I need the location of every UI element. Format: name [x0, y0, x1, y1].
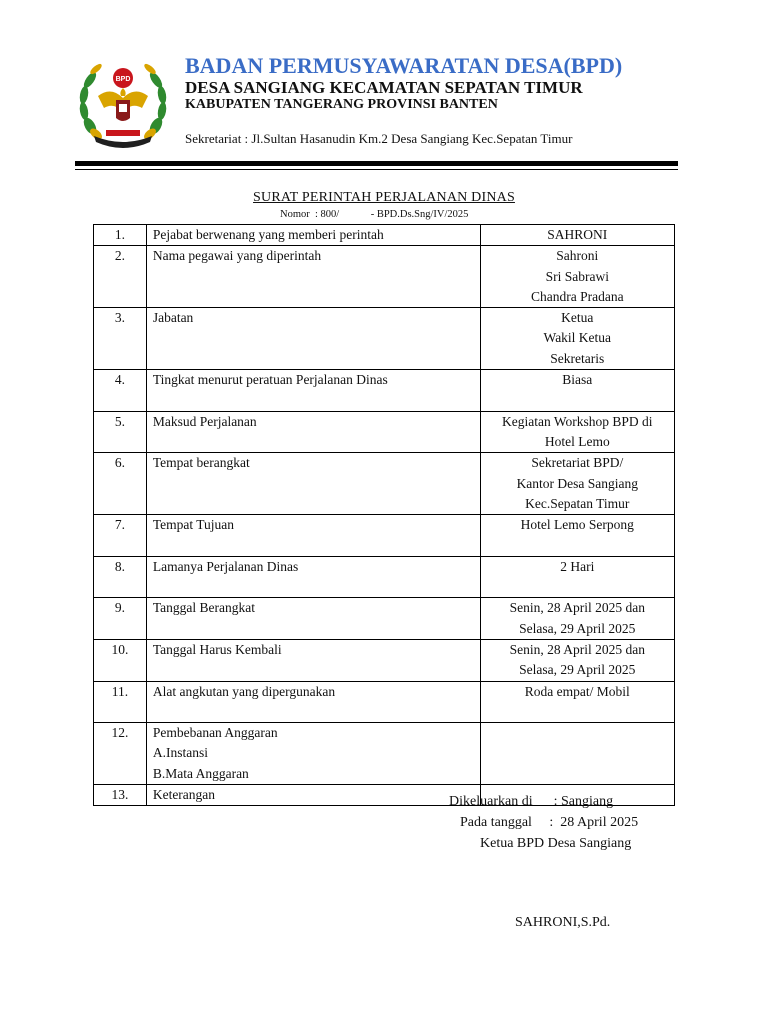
table-row — [94, 225, 675, 246]
description-line: Tanggal Berangkat — [152, 600, 255, 616]
row-description — [146, 639, 480, 681]
row-number: 4. — [94, 370, 147, 412]
table-row — [94, 246, 675, 308]
row-value — [480, 453, 674, 515]
description-line: Pejabat berwenang yang memberi perintah — [152, 227, 384, 242]
row-number: 11. — [94, 681, 147, 723]
row-value — [480, 598, 674, 640]
header-rule-thin — [75, 169, 678, 170]
row-description — [146, 370, 480, 412]
signer-role: Ketua BPD Desa Sangiang — [480, 836, 632, 851]
value-line — [481, 390, 674, 410]
table-row — [94, 411, 675, 453]
issued-date: Pada tanggal : 28 April 2025 — [460, 815, 639, 830]
row-description — [146, 515, 480, 557]
row-description — [146, 556, 480, 598]
table-row — [94, 681, 675, 723]
value-line: Roda empat/ Mobil — [524, 683, 630, 699]
value-line: Kegiatan Workshop BPD di — [502, 413, 653, 429]
value-line: Hotel Lemo Serpong — [520, 517, 634, 533]
row-description — [146, 225, 480, 246]
row-value — [480, 308, 674, 370]
value-line: Sekretaris — [550, 350, 605, 366]
value-line: Sri Sabrawi — [545, 268, 609, 284]
row-number: 6. — [94, 453, 147, 515]
header-rule-thick — [75, 161, 678, 166]
secretariat-address: Sekretariat : Jl.Sultan Hasanudin Km.2 Desa Sangiang Kec.Sepatan Timur — [185, 131, 573, 146]
row-value — [480, 639, 674, 681]
row-number: 8. — [94, 556, 147, 598]
row-description — [146, 598, 480, 640]
description-line: B.Mata Anggaran — [152, 765, 249, 781]
row-value — [480, 723, 674, 785]
row-number: 9. — [94, 598, 147, 640]
table-row — [94, 598, 675, 640]
value-line: Sahroni — [556, 248, 599, 264]
description-line: Tempat Tujuan — [152, 517, 235, 533]
row-value — [480, 370, 674, 412]
value-line — [481, 535, 674, 555]
value-line — [481, 577, 674, 597]
document-number: Nomor : 800/ - BPD.Ds.Sng/IV/2025 — [280, 209, 469, 220]
description-line: Keterangan — [152, 787, 216, 803]
table-row — [94, 370, 675, 412]
description-line: Pembebanan Anggaran — [152, 725, 278, 741]
description-line: A.Instansi — [152, 745, 208, 761]
row-number: 10. — [94, 639, 147, 681]
bpd-logo — [76, 56, 170, 152]
description-line: Lamanya Perjalanan Dinas — [152, 558, 299, 574]
logo-badge-text: BPD — [115, 76, 131, 83]
travel-order-table — [93, 224, 675, 806]
value-line — [481, 723, 674, 743]
row-number: 1. — [94, 225, 147, 246]
row-description — [146, 723, 480, 785]
table-row — [94, 453, 675, 515]
row-description — [146, 246, 480, 308]
table-row — [94, 723, 675, 785]
village-subtitle: DESA SANGIANG KECAMATAN SEPATAN TIMUR — [185, 78, 583, 97]
garuda-emblem-icon — [76, 56, 170, 152]
document-title: SURAT PERINTAH PERJALANAN DINAS — [253, 190, 515, 205]
description-line: Jabatan — [152, 310, 194, 326]
row-number: 12. — [94, 723, 147, 785]
row-value — [480, 225, 674, 246]
row-description — [146, 308, 480, 370]
row-description — [146, 681, 480, 723]
value-line: SAHRONI — [547, 227, 608, 242]
issued-place: Dikeluarkan di : Sangiang — [449, 794, 614, 809]
row-description — [146, 453, 480, 515]
table-row — [94, 639, 675, 681]
description-line: Alat angkutan yang dipergunakan — [152, 683, 336, 699]
description-line: Nama pegawai yang diperintah — [152, 248, 322, 264]
table-row — [94, 556, 675, 598]
value-line: 2 Hari — [560, 558, 595, 574]
value-line: Sekretariat BPD/ — [531, 455, 624, 471]
value-line — [481, 702, 674, 722]
value-line: Kantor Desa Sangiang — [516, 475, 639, 491]
row-number: 13. — [94, 785, 147, 806]
value-line: Ketua — [561, 310, 594, 326]
value-line: Chandra Pradana — [531, 288, 624, 304]
value-line: Selasa, 29 April 2025 — [519, 662, 636, 678]
row-description — [146, 785, 480, 806]
value-line: Senin, 28 April 2025 dan — [509, 641, 645, 657]
description-line: Maksud Perjalanan — [152, 413, 257, 429]
table-row — [94, 308, 675, 370]
row-description — [146, 411, 480, 453]
value-line: Biasa — [562, 372, 593, 388]
value-line: Kec.Sepatan Timur — [525, 495, 630, 511]
signer-name: SAHRONI,S.Pd. — [515, 915, 611, 930]
row-number: 5. — [94, 411, 147, 453]
description-line: Tingkat menurut peratuan Perjalanan Dinas — [152, 372, 388, 388]
row-number: 7. — [94, 515, 147, 557]
value-line: Selasa, 29 April 2025 — [519, 620, 636, 636]
row-value — [480, 556, 674, 598]
row-value — [480, 681, 674, 723]
regency-subtitle: KABUPATEN TANGERANG PROVINSI BANTEN — [185, 97, 498, 112]
description-line: Tempat berangkat — [152, 455, 250, 471]
row-number: 2. — [94, 246, 147, 308]
value-line: Hotel Lemo — [544, 433, 610, 449]
table-row — [94, 515, 675, 557]
row-number: 3. — [94, 308, 147, 370]
row-value — [480, 515, 674, 557]
row-value — [480, 411, 674, 453]
institution-title: BADAN PERMUSYAWARATAN DESA(BPD) — [185, 53, 623, 78]
description-line: Tanggal Harus Kembali — [152, 641, 282, 657]
value-line: Wakil Ketua — [543, 330, 612, 346]
row-value — [480, 246, 674, 308]
value-line: Senin, 28 April 2025 dan — [509, 600, 645, 616]
